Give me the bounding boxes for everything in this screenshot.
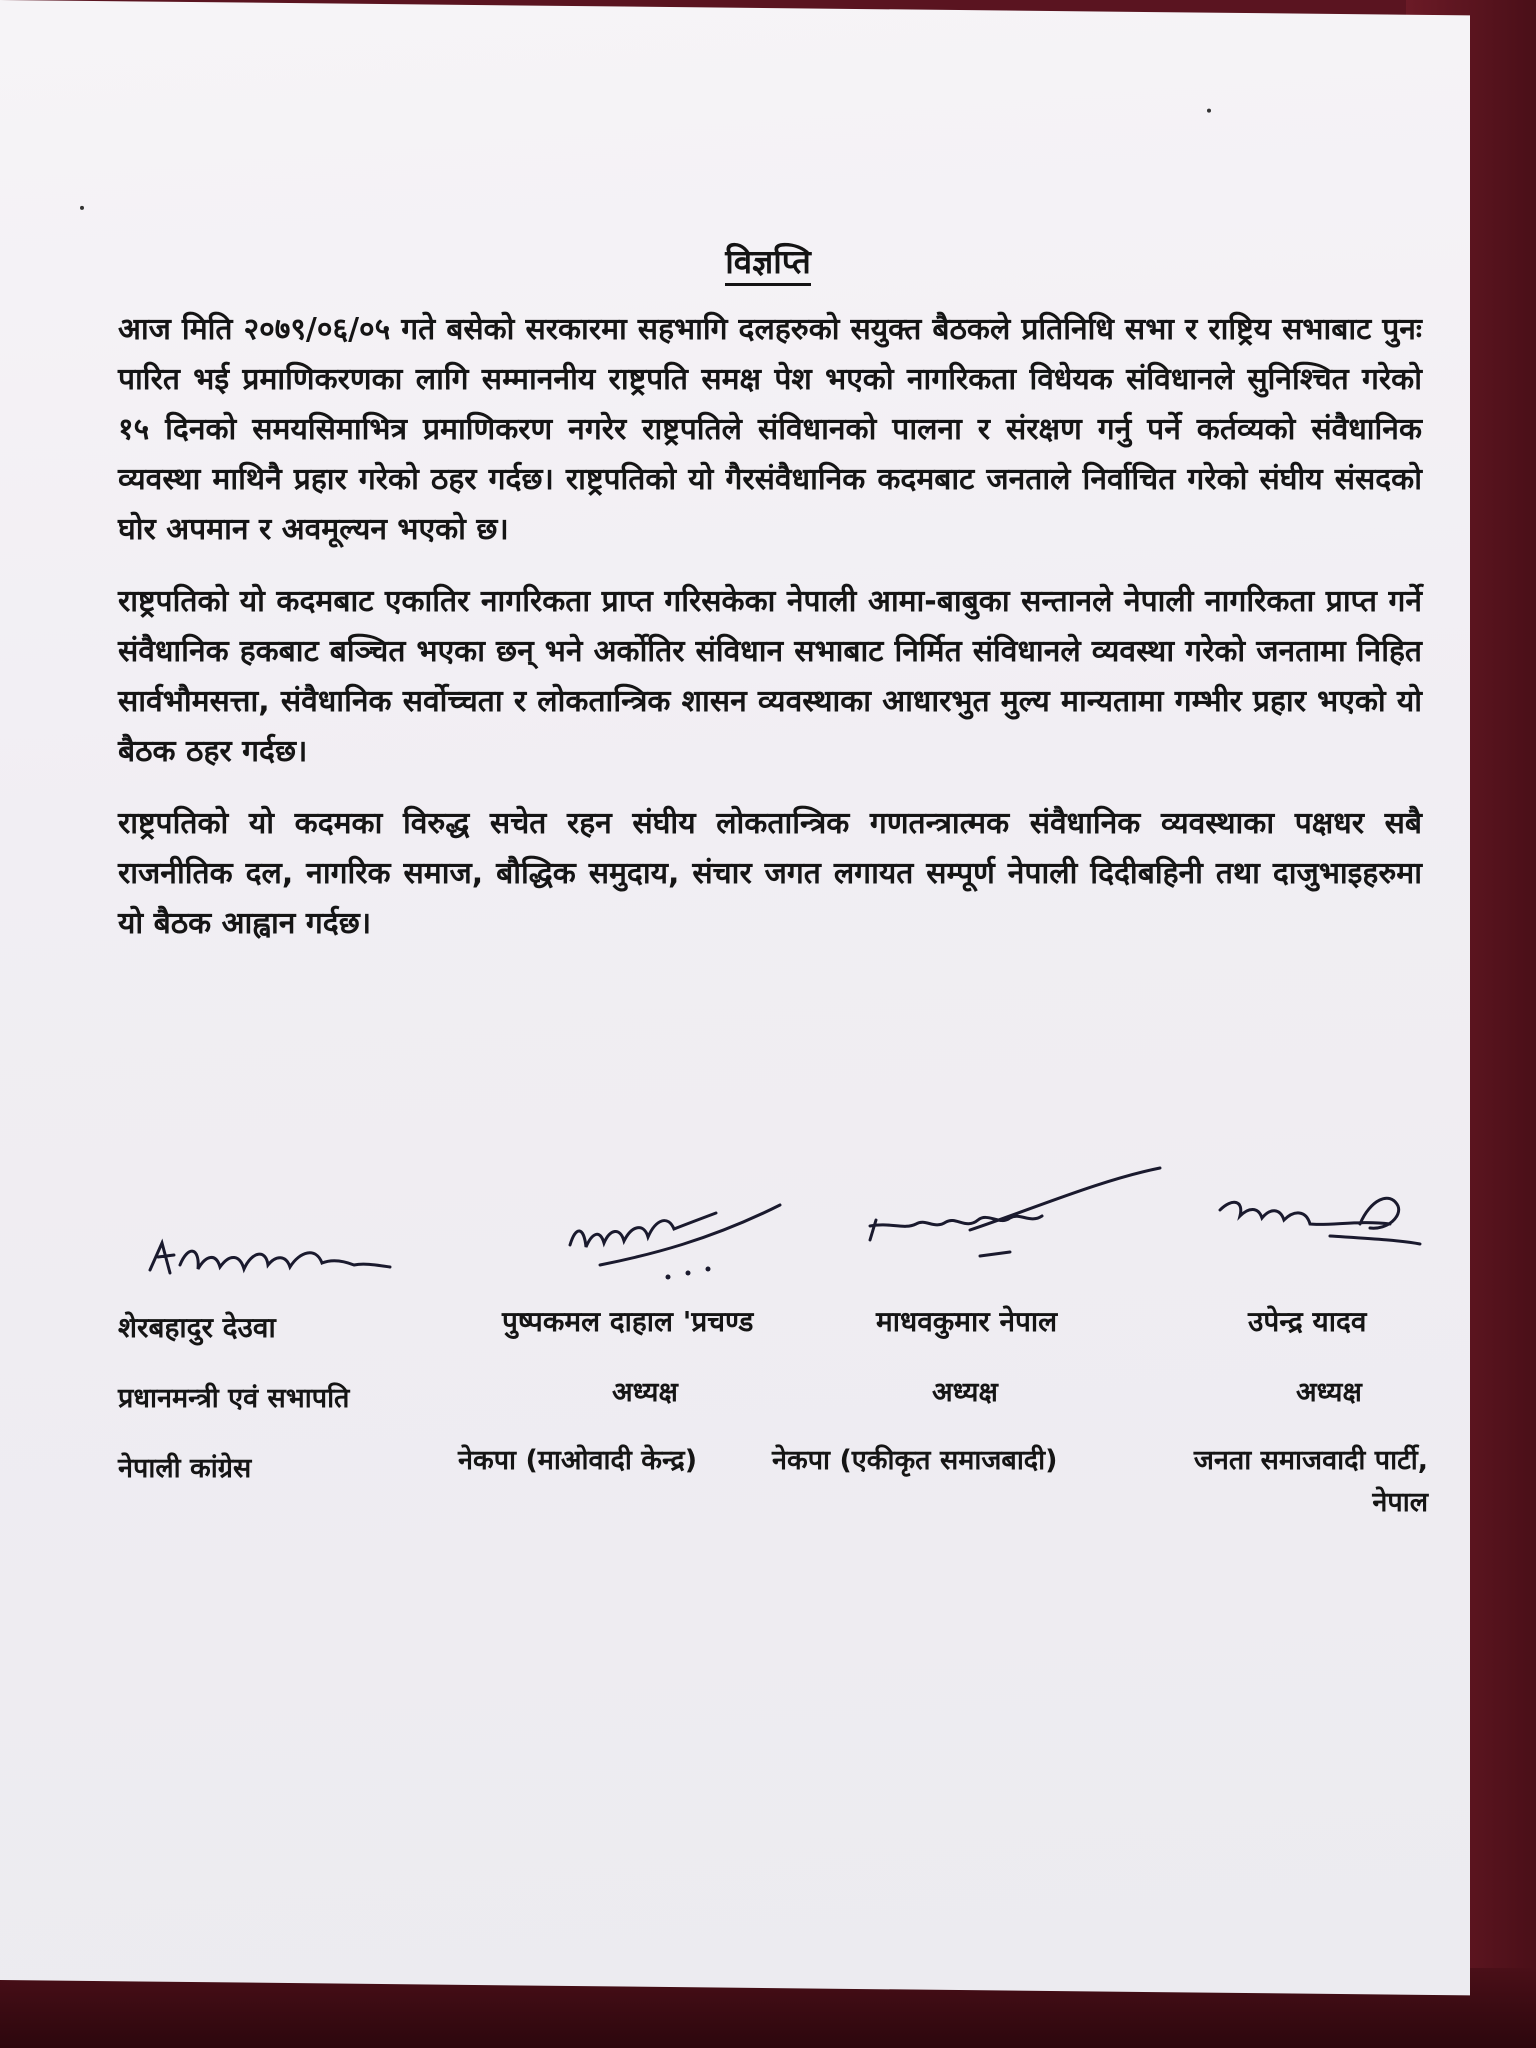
signature-3	[860, 1160, 1180, 1270]
signatory-1-name: शेरबहादुर देउवा	[118, 1311, 276, 1344]
paper-speck	[1207, 109, 1211, 113]
signatory-1-party: नेपाली कांग्रेस	[118, 1453, 252, 1484]
signatory-1-role: प्रधानमन्त्री एवं सभापति	[118, 1383, 350, 1414]
signatory-2-party: नेकपा (माओवादी केन्द्र)	[458, 1445, 698, 1476]
paragraph: राष्ट्रपतिको यो कदमबाट एकातिर नागरिकता प्राप्त गरिसकेका नेपाली आमा-बाबुका सन्तानले नेपाली नागरिकता प्राप्त गर्ने संवैधानिक हकबाट बञ्चित भएका छन् भने अर्कोतिर संविधान सभाबाट निर्मित संविधानले व्यवस्था गरेको जनतामा निहित सार्वभौमसत्ता, संवैधानिक सर्वोच्चता र लोकतान्त्रिक शासन व्यवस्थाका आधारभुत मुल्य मान्यतामा गम्भीर प्रहार भएको यो बैठक ठहर गर्दछ।	[118, 584, 1422, 769]
document-title: विज्ञप्ति	[0, 238, 1536, 283]
signatory-2-name: पुष्पकमल दाहाल 'प्रचण्ड	[502, 1305, 754, 1338]
signature-1	[140, 1225, 400, 1295]
signatory-3-role: अध्यक्ष	[932, 1377, 998, 1408]
document-body	[118, 305, 1422, 971]
signatory-3-name: माधवकुमार नेपाल	[876, 1305, 1058, 1338]
signature-2	[540, 1185, 800, 1295]
signatory-3-party: नेकपा (एकीकृत समाजबादी)	[772, 1445, 1058, 1476]
paper-speck	[80, 206, 84, 210]
signatory-4-name: उपेन्द्र यादव	[1248, 1305, 1367, 1338]
paragraph: राष्ट्रपतिको यो कदमका विरुद्ध सचेत रहन संघीय लोकतान्त्रिक गणतन्त्रात्मक संवैधानिक व्यवस्थाका पक्षधर सबै राजनीतिक दल, नागरिक समाज, बौद्धिक समुदाय, संचार जगत लगायत सम्पूर्ण नेपाली दिदीबहिनी तथा दाजुभाइहरुमा यो बैठक आह्वान गर्दछ।	[118, 806, 1422, 941]
paragraph: आज मिति २०७९/०६/०५ गते बसेको सरकारमा सहभागि दलहरुको सयुक्त बैठकले प्रतिनिधि सभा र राष्ट्रिय सभाबाट पुनः पारित भई प्रमाणिकरणका लागि सम्माननीय राष्ट्रपति समक्ष पेश भएको नागरिकता विधेयक संविधानले सुनिश्चित गरेको १५ दिनको समयसिमाभित्र प्रमाणिकरण नगरेर राष्ट्रपतिले संविधानको पालना र संरक्षण गर्नु पर्ने कर्तव्यको संवैधानिक व्यवस्था माथिनै प्रहार गरेको ठहर गर्दछ। राष्ट्रपतिको यो गैरसंवैधानिक कदमबाट जनताले निर्वाचित गरेको संघीय संसदको घोर अपमान र अवमूल्यन भएको छ।	[118, 312, 1422, 547]
signature-4	[1210, 1180, 1430, 1260]
signatory-4-role: अध्यक्ष	[1296, 1377, 1362, 1408]
signatory-4-party: जनता समाजवादी पार्टी, नेपाल	[1193, 1445, 1428, 1518]
signatory-2-role: अध्यक्ष	[612, 1377, 678, 1408]
